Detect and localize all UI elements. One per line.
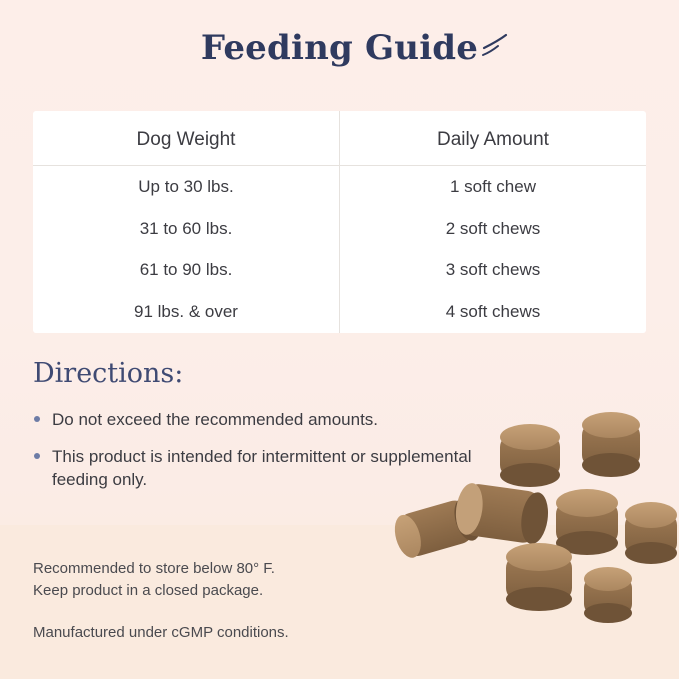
cell-daily-amount: 2 soft chews	[340, 208, 647, 250]
cell-daily-amount: 3 soft chews	[340, 250, 647, 292]
list-item-text: Do not exceed the recommended amounts.	[52, 410, 379, 429]
directions-heading: Directions:	[33, 358, 184, 389]
page-title-container	[0, 28, 679, 68]
table-row	[33, 208, 646, 250]
table-header-row	[33, 111, 646, 166]
storage-line-1: Recommended to store below 80° F.	[33, 560, 275, 577]
feeding-table	[33, 111, 646, 333]
cell-dog-weight: 91 lbs. & over	[134, 302, 238, 322]
storage-line-2: Keep product in a closed package.	[33, 582, 264, 599]
cell-daily-amount: 4 soft chews	[340, 291, 647, 333]
table-row	[33, 291, 646, 333]
table-body	[33, 166, 646, 334]
table-head	[33, 111, 646, 166]
table-row	[33, 166, 646, 208]
table-row	[33, 250, 646, 292]
column-header-dog-weight: Dog Weight	[136, 129, 236, 150]
page-title	[201, 28, 478, 68]
manufacturing-line: Manufactured under cGMP conditions.	[33, 624, 289, 641]
cell-dog-weight: 61 to 90 lbs.	[139, 260, 233, 280]
cell-dog-weight: Up to 30 lbs.	[138, 176, 234, 196]
cell-dog-weight: 31 to 60 lbs.	[139, 218, 233, 238]
page-title-text: Feeding Guide	[200, 28, 479, 68]
list-item-text: This product is intended for intermittent or supplemental feeding only.	[52, 447, 472, 489]
bullet-dot-icon	[34, 453, 40, 459]
cell-daily-amount: 1 soft chew	[340, 166, 647, 208]
sparkle-icon	[480, 30, 510, 60]
feeding-table-card	[33, 111, 646, 333]
column-header-daily-amount: Daily Amount	[340, 111, 647, 166]
soft-chews-illustration	[370, 405, 679, 670]
bullet-dot-icon	[34, 416, 40, 422]
